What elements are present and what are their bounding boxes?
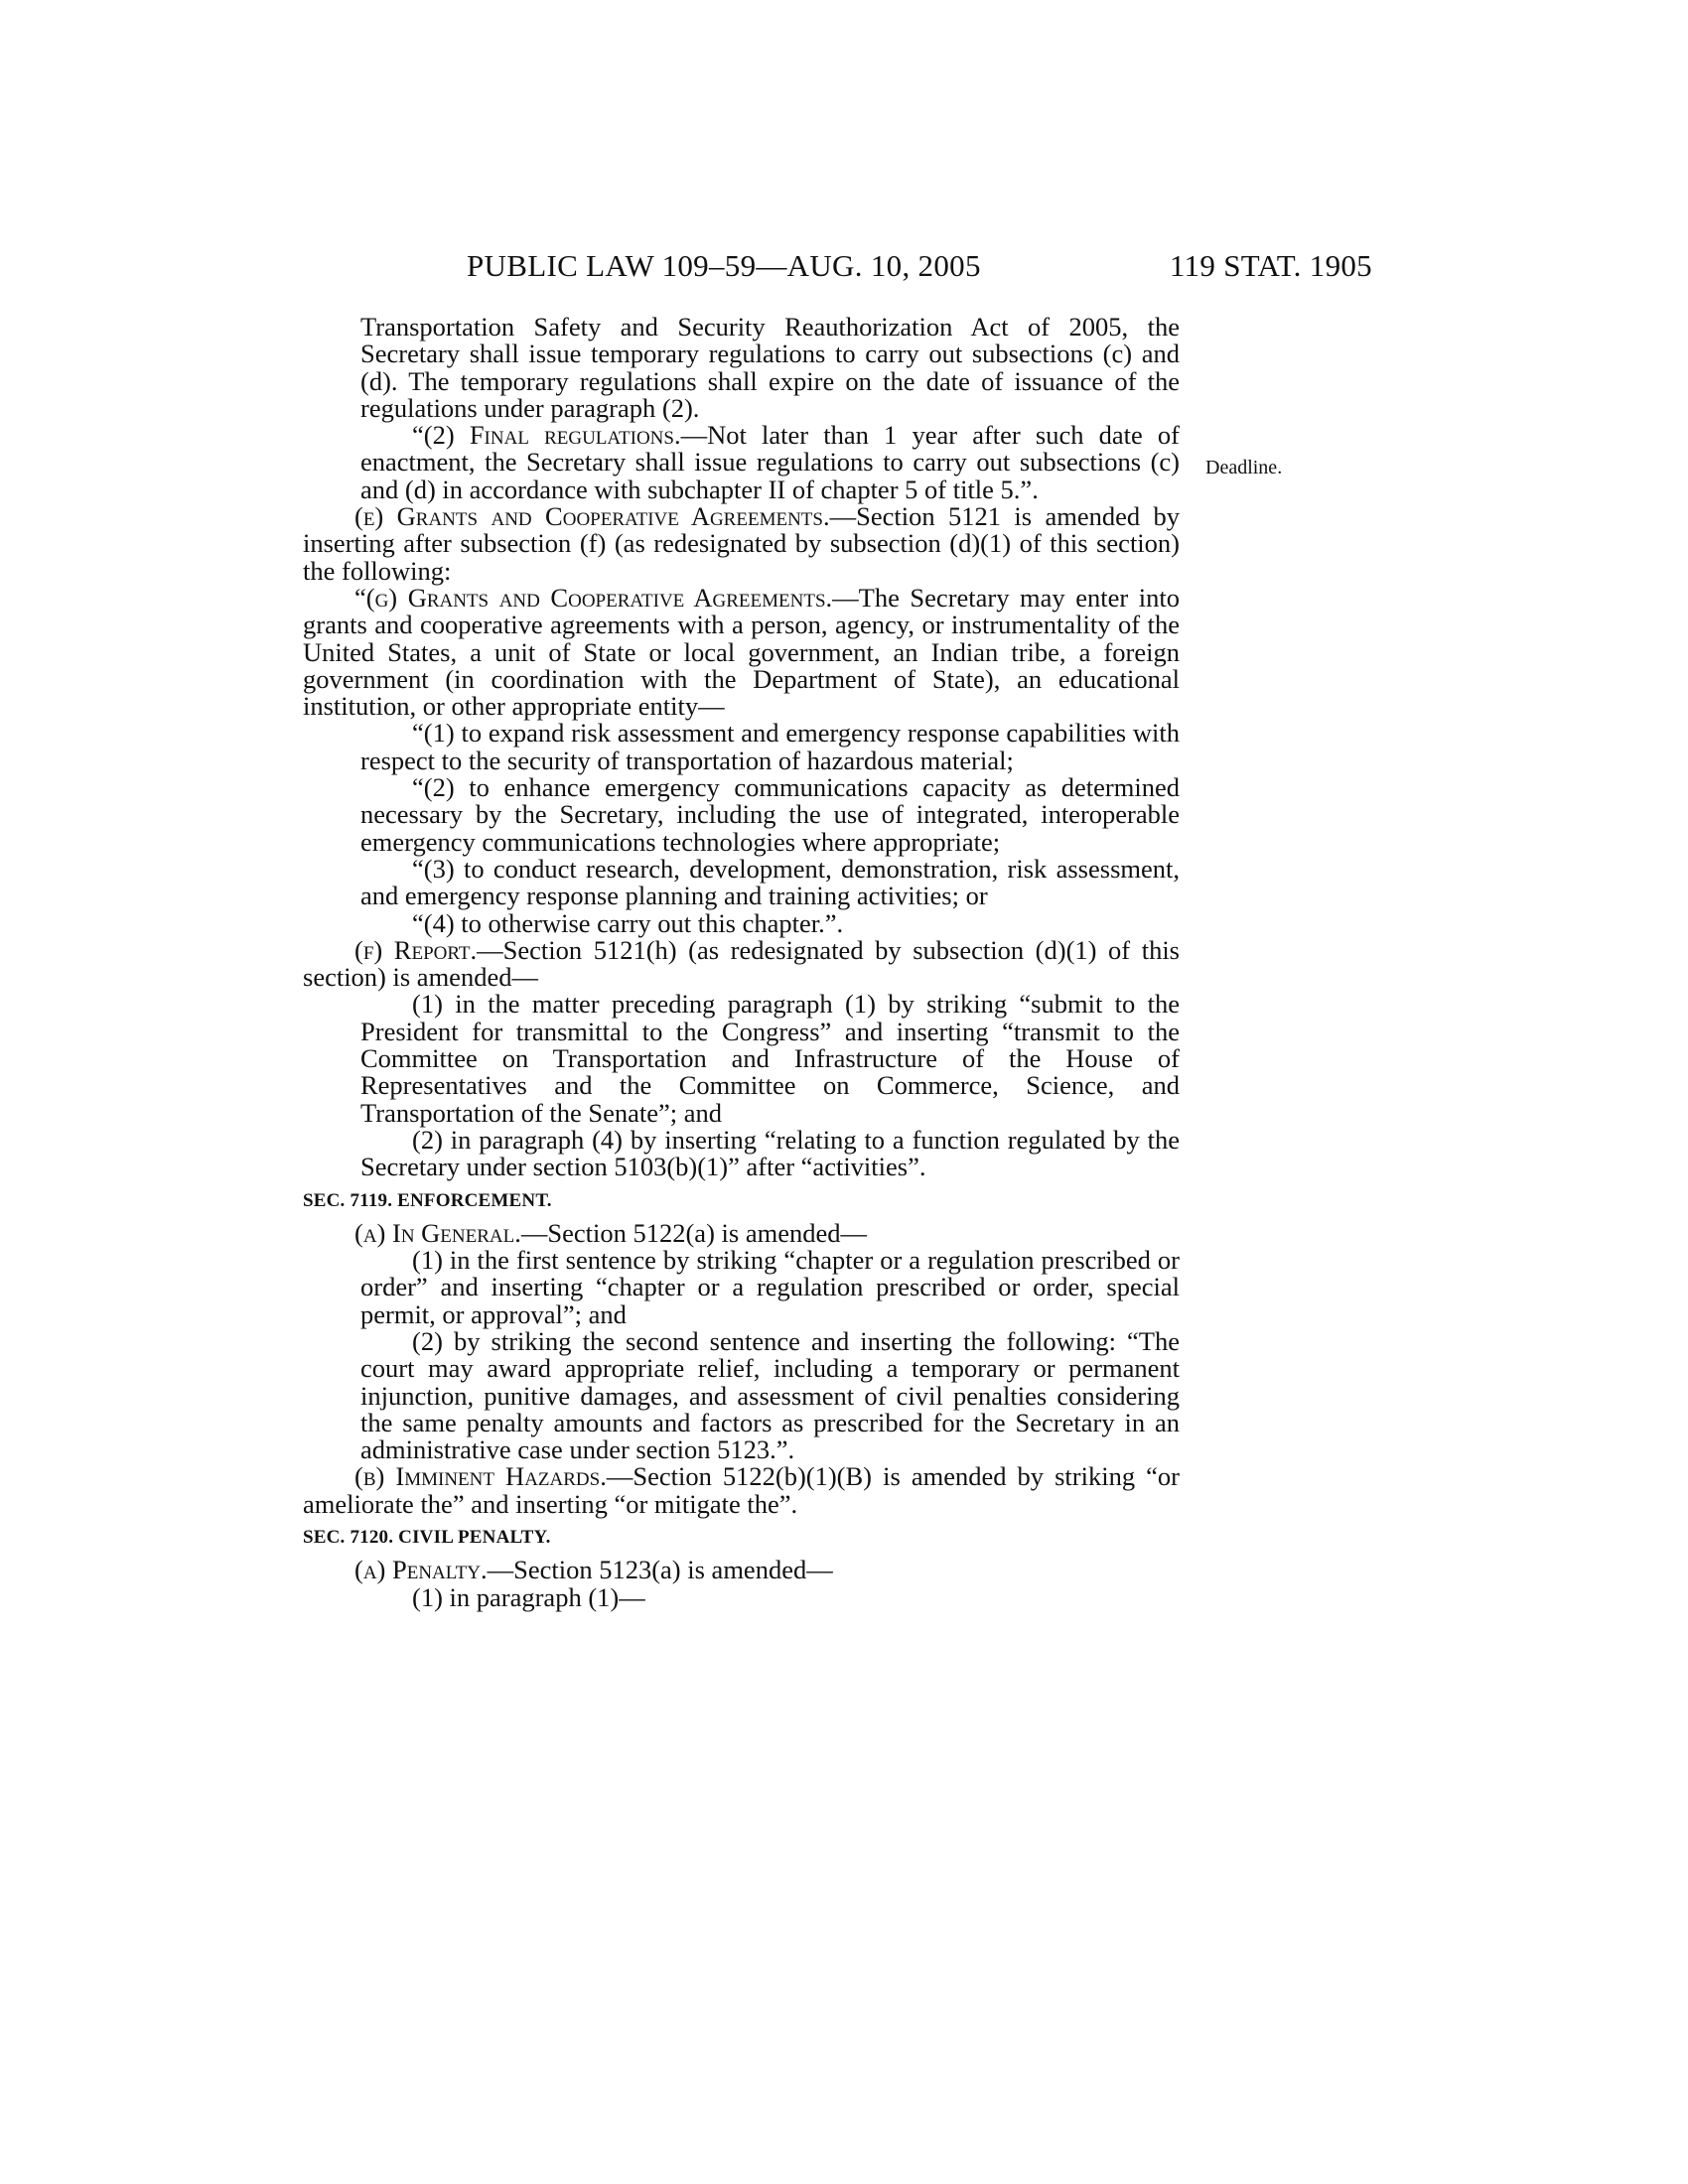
section-heading-7119: SEC. 7119. ENFORCEMENT.	[303, 1189, 552, 1211]
subsection-b: (b) Imminent Hazards.—Section 5122(b)(1)(B) is amended by striking “or ameliorate the” and inserting “or mitigate the”.	[303, 1461, 1180, 1519]
list-item: “(1) to expand risk assessment and emergency response capabilities with respect to the security of transportation of hazardous material;	[360, 718, 1180, 775]
subsection-e: (e) Grants and Cooperative Agreements.—Section 5121 is amended by inserting after subsection (f) (as redesignated by subsection (d)(1) of this section) the following:	[303, 501, 1181, 586]
paragraph-continuation: Transportation Safety and Security Reauthorization Act of 2005, the Secretary shall issue temporary regulations to carry out subsections (c) and (d). The temporary regulations shall expire on the date of issuance of the regulations under paragraph (2).	[360, 312, 1180, 423]
subsection-g: “(g) Grants and Cooperative Agreements.—The Secretary may enter into grants and cooperative agreements with a person, agency, or instrumentality of the United States, a unit of State or local government, an Indian tribe, a foreign government (in coordination with the Department of State), an educational institution, or other appropriate entity—	[303, 582, 1180, 722]
list-item: “(2) to enhance emergency communications capacity as determined necessary by the Secretary, including the use of integrated, interoperable emergency communications technologies where appropriate;	[360, 772, 1180, 857]
subsection-a: (a) In General.—Section 5122(a) is amended—	[354, 1217, 867, 1248]
list-item: “(4) to otherwise carry out this chapter.”.	[412, 907, 844, 938]
paragraph-heading: “(2) Final regulations.	[412, 420, 681, 451]
list-item: (1) in the matter preceding paragraph (1) by striking “submit to the President for transmittal to the Congress” and inserting “transmit to the Committee on Transportation and Infrastructure of the House of Representatives and the Committee on Commerce, Science, and Transportation of the Senate”; and	[360, 989, 1180, 1128]
list-item: “(3) to conduct research, development, demonstration, risk assessment, and emergency response planning and training activities; or	[360, 853, 1180, 911]
list-item: (1) in the first sentence by striking “chapter or a regulation prescribed or order” and inserting “chapter or a regulation prescribed or order, special permit, or approval”; and	[360, 1245, 1180, 1329]
running-header-stat-ref: 119 STAT. 1905	[1169, 248, 1372, 283]
running-header-law-date: PUBLIC LAW 109–59—AUG. 10, 2005	[467, 248, 981, 283]
subsection-heading: (e) Grants and Cooperative Agreements.	[354, 501, 830, 532]
subsection-heading: (a) Penalty.	[354, 1555, 488, 1585]
subsection-heading: (a) In General.	[354, 1217, 521, 1248]
section-heading-7120: SEC. 7120. CIVIL PENALTY.	[303, 1527, 551, 1549]
subsection-heading: (f) Report.	[354, 934, 478, 965]
margin-note-deadline: Deadline.	[1205, 457, 1283, 478]
list-item: (2) in paragraph (4) by inserting “relating to a function regulated by the Secretary under section 5103(b)(1)” after “activities”.	[360, 1124, 1180, 1182]
subsection-heading: “(g) Grants and Cooperative Agreements.	[354, 582, 833, 613]
paragraph-final-regulations: “(2) Final regulations.—Not later than 1 year after such date of enactment, the Secretary shall issue regulations to carry out subsections (c) and (d) in accordance with subchapter II of chapter 5 of title 5.”.	[360, 420, 1180, 504]
list-item: (2) by striking the second sentence and inserting the following: “The court may award appropriate relief, including a temporary or permanent injunction, punitive damages, and assessment of civil penalties considering the same penalty amounts and factors as prescribed for the Secretary in an administrative case under section 5123.”.	[360, 1325, 1180, 1465]
statute-text	[303, 314, 1180, 1611]
subsection-a: (a) Penalty.—Section 5123(a) is amended—	[354, 1555, 833, 1585]
list-item: (1) in paragraph (1)—	[412, 1581, 645, 1612]
subsection-heading: (b) Imminent Hazards.	[354, 1461, 607, 1492]
subsection-f: (f) Report.—Section 5121(h) (as redesignated by subsection (d)(1) of this section) is amended—	[303, 934, 1180, 993]
